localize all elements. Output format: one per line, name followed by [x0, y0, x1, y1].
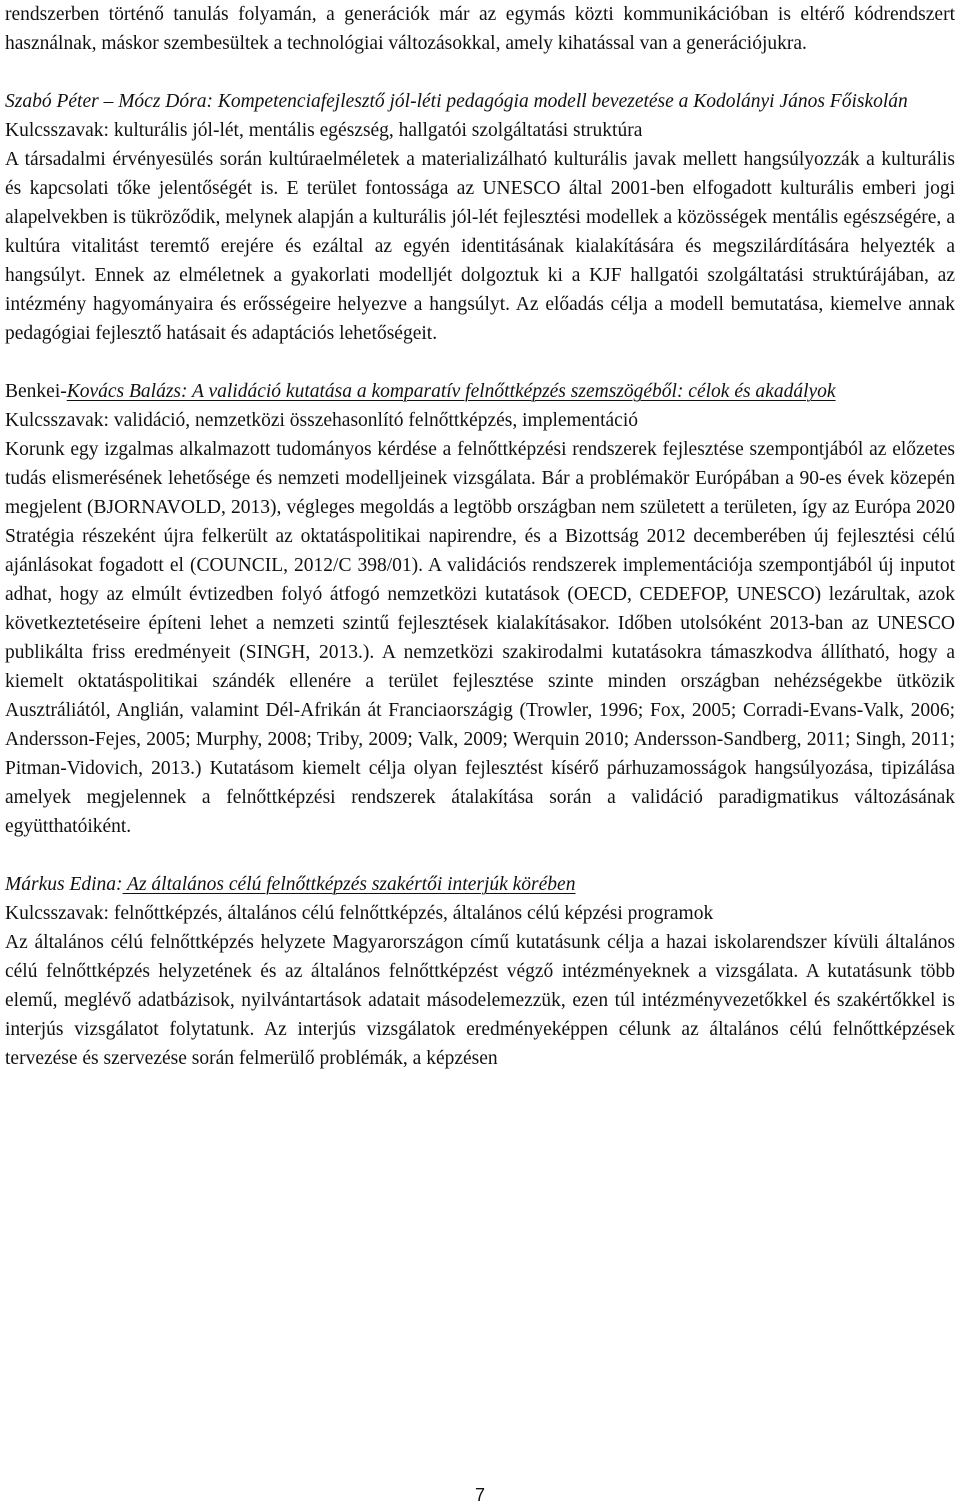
abstract-body: A társadalmi érvényesülés során kultúraelméletek a materializálható kulturális javak mellett hangsúlyozzák a kulturális és kapcsolati tőke jelentőségét is. E terület fontossága az UNESCO által 2001-ben elfogadott kulturális emberi jogi alapelvekben is tükröződik, melynek alapján a kulturális jól-lét fejlesztési modellek a közösségek mentális egészségére, a kultúra vitalitást teremtő erejére és ezáltal az egyén identitásának kialakítására és megszilárdítására helyezték a hangsúlyt. Ennek az elméletnek a gyakorlati modelljét dolgoztuk ki a KJF hallgatói szolgáltatási struktúrájában, az intézmény hagyományaira és erősségeire helyezve a hangsúlyt. Az előadás célja a modell bemutatása, kiemelve annak pedagógiai fejlesztő hatásait és adaptációs lehetőségeit. — [5, 149, 955, 344]
section-gap — [5, 841, 955, 870]
document-page — [5, 0, 955, 1073]
abstract-title-text: Kompetenciafejlesztő jól-léti pedagógia modell bevezetése a Kodolányi János Főiskolán — [212, 91, 908, 112]
abstract-title-text: A validáció kutatása a komparatív felnőttképzés szemszögéből: célok és akadályok — [187, 381, 836, 402]
abstract-title-text: Az általános célú felnőttképzés szakértői interjúk körében — [122, 874, 576, 895]
abstract-keywords: Kulcsszavak: kulturális jól-lét, mentális egészség, hallgatói szolgáltatási struktúra — [5, 120, 643, 141]
abstract-title-author-prefix: Benkei- — [5, 381, 67, 402]
abstract-markus — [5, 870, 955, 1073]
abstract-keywords: Kulcsszavak: felnőttképzés, általános célú felnőttképzés, általános célú képzési programok — [5, 903, 714, 924]
abstract-title-author: Kovács Balázs: — [66, 381, 188, 402]
abstract-title-author: Márkus Edina: — [5, 874, 123, 895]
abstract-keywords: Kulcsszavak: validáció, nemzetközi összehasonlító felnőttképzés, implementáció — [5, 410, 638, 431]
abstract-title — [5, 87, 955, 116]
abstract-szabo-mocz — [5, 87, 955, 348]
abstract-title-author: Szabó Péter – Mócz Dóra: — [5, 91, 213, 112]
abstract-body: Az általános célú felnőttképzés helyzete Magyarországon című kutatásunk célja a hazai iskolarendszer kívüli általános célú felnőttképzés helyzetének és az általános felnőttképzést végző intézményeknek a vizsgálata. A kutatásunk több elemű, meglévő adatbázisok, nyilvántartások adatait másodelemezzük, ezen túl intézményvezetőkkel és szakértőkkel is interjús vizsgálatot folytatunk. Az interjús vizsgálatok eredményeképpen célunk az általános célú felnőttképzések tervezése és szervezése során felmerülő problémák, a képzésen — [5, 932, 955, 1069]
section-gap — [5, 58, 955, 87]
abstract-benkei-kovacs — [5, 377, 955, 841]
abstract-body: Korunk egy izgalmas alkalmazott tudományos kérdése a felnőttképzési rendszerek fejlesztése szempontjából az előzetes tudás elismerésének lehetősége és nemzeti modelljeinek vizsgálata. Bár a problémakör Európában a 90-es évek közepén megjelent (BJORNAVOLD, 2013), végleges megoldás a legtöbb országban nem született a területen, így az Európa 2020 Stratégia részeként újra felkerült az oktatáspolitikai napirendre, és a Bizottság 2012 decemberében új fejlesztési célú ajánlásokat fogadott el (COUNCIL, 2012/C 398/01). A validációs rendszerek implementációja szempontjából új inputot adhat, hogy az elmúlt évtizedben folyó átfogó nemzetközi kutatások (OECD, CEDEFOP, UNESCO) lezárultak, azok következtetéseire építeni lehet a nemzeti szintű fejlesztések kialakításakor. Időben utolsóként 2013-ban az UNESCO publikálta friss eredményeit (SINGH, 2013.). A nemzetközi szakirodalmi kutatásokra támaszkodva állítható, hogy a kiemelt oktatáspolitikai szándék ellenére a terület fejlesztése szinte minden országban nehézségekbe ütközik Ausztráliától, Anglián, valamint Dél-Afrikán át Franciaországig (Trowler, 1996; Fox, 2005; Corradi-Evans-Valk, 2006; Andersson-Fejes, 2005; Murphy, 2008; Triby, 2009; Valk, 2009; Werquin 2010; Andersson-Sandberg, 2011; Singh, 2011; Pitman-Vidovich, 2013.) Kutatásom kiemelt célja olyan fejlesztést kísérő párhuzamosságok hangsúlyozása, tipizálása amelyek megjelennek a felnőttképzési rendszerek átalakítása során a validáció paradigmatikus változásának együtthatóiként. — [5, 439, 955, 837]
intro-paragraph: rendszerben történő tanulás folyamán, a generációk már az egymás közti kommunikációban is eltérő kódrendszert használnak, máskor szembesültek a technológiai változásokkal, amely kihatással van a generációjukra. — [5, 4, 955, 54]
abstract-title — [5, 870, 955, 899]
abstract-title — [5, 377, 955, 406]
section-gap — [5, 348, 955, 377]
page-number: 7 — [474, 1485, 485, 1505]
